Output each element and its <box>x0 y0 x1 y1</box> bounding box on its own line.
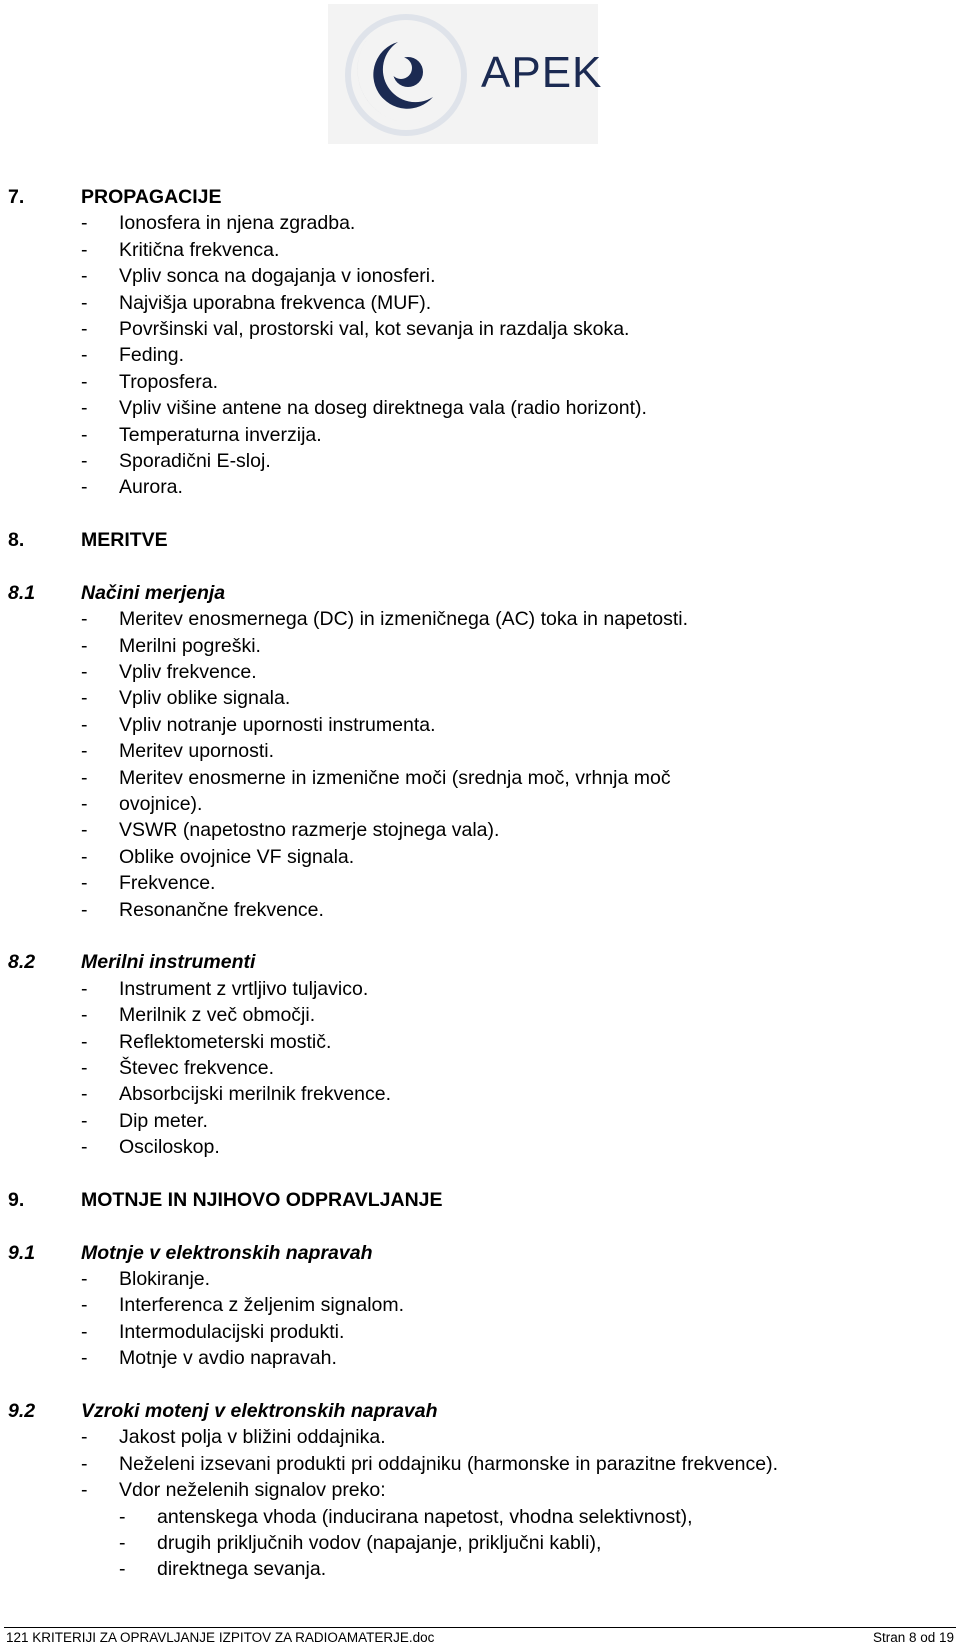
list-item <box>0 237 960 263</box>
list-item <box>0 1029 960 1055</box>
list-item-text: Meritev enosmernega (DC) in izmeničnega (AC) toka in napetosti. <box>119 608 688 631</box>
list-item-text: Vpliv višine antene na doseg direktnega vala (radio horizont). <box>119 397 647 420</box>
nested-item-text: antenskega vhoda (inducirana napetost, vhodna selektivnost), <box>157 1505 693 1528</box>
list-item-text: ovojnice). <box>119 792 203 815</box>
list-item <box>0 1451 960 1477</box>
bullet-dash: - <box>81 1136 88 1159</box>
list-item <box>0 369 960 395</box>
nested-item-text: direktnega sevanja. <box>157 1558 327 1581</box>
list-item-text: Števec frekvence. <box>119 1056 274 1079</box>
bullet-dash: - <box>81 370 88 393</box>
spacer <box>0 1160 960 1186</box>
bullet-dash: - <box>81 423 88 446</box>
spacer <box>0 501 960 527</box>
section-title: MOTNJE IN NJIHOVO ODPRAVLJANJE <box>81 1188 443 1211</box>
list-item <box>0 817 960 843</box>
bullet-dash: - <box>81 819 88 842</box>
list-item <box>0 342 960 368</box>
footer-divider <box>4 1627 956 1628</box>
list-item-text: Vpliv frekvence. <box>119 661 257 684</box>
list-item-text: Blokiranje. <box>119 1268 211 1291</box>
list-item <box>0 316 960 342</box>
list-item-text: Aurora. <box>119 476 183 499</box>
list-item <box>0 474 960 500</box>
list-item <box>0 633 960 659</box>
bullet-dash: - <box>81 265 88 288</box>
bullet-dash: - <box>81 1030 88 1053</box>
list-item <box>0 1081 960 1107</box>
list-item <box>0 976 960 1002</box>
list-item <box>0 712 960 738</box>
list-item <box>0 1477 960 1503</box>
list-item-text: Površinski val, prostorski val, kot sevanja in razdalja skoka. <box>119 317 630 340</box>
list-item-text: Feding. <box>119 344 185 367</box>
list-item-text: Jakost polja v bližini oddajnika. <box>119 1426 386 1449</box>
list-item <box>0 210 960 236</box>
bullet-dash: - <box>81 1109 88 1132</box>
subsection-number: 8.2 <box>8 951 36 974</box>
section-heading <box>0 1187 960 1213</box>
bullet-dash: - <box>81 977 88 1000</box>
bullet-dash: - <box>81 1004 88 1027</box>
nested-list-item <box>0 1530 960 1556</box>
bullet-dash: - <box>81 845 88 868</box>
list-item-text: Kritična frekvenca. <box>119 238 280 261</box>
footer-page-number: Stran 8 od 19 <box>872 1630 954 1645</box>
subsection-number: 9.1 <box>8 1241 36 1264</box>
apek-logo <box>328 4 603 144</box>
list-item <box>0 870 960 896</box>
list-item-text: Interferenca z željenim signalom. <box>119 1294 405 1317</box>
bullet-dash: - <box>81 1268 88 1291</box>
subsection-title: Načini merjenja <box>81 581 226 604</box>
list-item <box>0 448 960 474</box>
list-item-text: Neželeni izsevani produkti pri oddajniku (harmonske in parazitne frekvence). <box>119 1452 779 1475</box>
list-item <box>0 791 960 817</box>
document-body <box>0 184 960 1583</box>
nested-item-text: drugih priključnih vodov (napajanje, priključni kabli), <box>157 1531 602 1554</box>
list-item-text: Merilni pogreški. <box>119 634 261 657</box>
list-item-text: Absorbcijski merilnik frekvence. <box>119 1083 392 1106</box>
nested-list-item <box>0 1556 960 1582</box>
list-item-text: Ionosfera in njena zgradba. <box>119 212 356 235</box>
subsection-heading <box>0 580 960 606</box>
list-item-text: Vpliv oblike signala. <box>119 687 291 710</box>
spacer <box>0 923 960 949</box>
bullet-dash: - <box>81 634 88 657</box>
list-item <box>0 1345 960 1371</box>
bullet-dash: - <box>81 476 88 499</box>
bullet-dash: - <box>81 1452 88 1475</box>
list-item <box>0 395 960 421</box>
section-heading <box>0 527 960 553</box>
section-number: 8. <box>8 529 25 552</box>
spacer <box>0 1372 960 1398</box>
bullet-dash: - <box>81 238 88 261</box>
list-item <box>0 1292 960 1318</box>
list-item-text: Temperaturna inverzija. <box>119 423 322 446</box>
subsection-heading <box>0 949 960 975</box>
section-title: MERITVE <box>81 529 168 552</box>
list-item-text: VSWR (napetostno razmerje stojnega vala). <box>119 819 500 842</box>
bullet-dash: - <box>81 766 88 789</box>
list-item-text: Oblike ovojnice VF signala. <box>119 845 355 868</box>
bullet-dash: - <box>81 1347 88 1370</box>
section-title: PROPAGACIJE <box>81 186 222 208</box>
list-item <box>0 1266 960 1292</box>
list-item <box>0 606 960 632</box>
list-item-text: Vdor neželenih signalov preko: <box>119 1479 386 1502</box>
section-number: 7. <box>8 186 25 208</box>
bullet-dash: - <box>81 608 88 631</box>
subsection-title: Merilni instrumenti <box>81 951 256 974</box>
bullet-dash: - <box>81 792 88 815</box>
bullet-dash: - <box>119 1558 126 1581</box>
list-item-text: Dip meter. <box>119 1109 208 1132</box>
list-item <box>0 738 960 764</box>
list-item <box>0 1055 960 1081</box>
list-item-text: Osciloskop. <box>119 1136 220 1159</box>
list-item <box>0 685 960 711</box>
list-item-text: Meritev enosmerne in izmenične moči (srednja moč, vrhnja moč <box>119 766 671 789</box>
subsection-heading <box>0 1398 960 1424</box>
spacer <box>0 553 960 579</box>
bullet-dash: - <box>81 1056 88 1079</box>
list-item-text: Sporadični E-sloj. <box>119 449 271 472</box>
bullet-dash: - <box>81 687 88 710</box>
subsection-number: 8.1 <box>8 581 36 604</box>
bullet-dash: - <box>81 713 88 736</box>
bullet-dash: - <box>81 1294 88 1317</box>
subsection-title: Motnje v elektronskih napravah <box>81 1241 373 1264</box>
spacer <box>0 1213 960 1239</box>
logo-crescent-icon <box>338 12 468 138</box>
bullet-dash: - <box>81 317 88 340</box>
list-item-text: Vpliv notranje upornosti instrumenta. <box>119 713 436 736</box>
footer-filename: 121 KRITERIJI ZA OPRAVLJANJE IZPITOV ZA RADIOAMATERJE.doc <box>6 1630 435 1645</box>
list-item <box>0 1134 960 1160</box>
section-number: 9. <box>8 1188 25 1211</box>
bullet-dash: - <box>81 1479 88 1502</box>
bullet-dash: - <box>81 872 88 895</box>
list-item-text: Motnje v avdio napravah. <box>119 1347 337 1370</box>
list-item-text: Meritev upornosti. <box>119 740 274 763</box>
list-item-text: Resonančne frekvence. <box>119 898 324 921</box>
list-item <box>0 422 960 448</box>
list-item <box>0 263 960 289</box>
list-item <box>0 290 960 316</box>
list-item <box>0 1424 960 1450</box>
list-item-text: Merilnik z več območji. <box>119 1004 316 1027</box>
bullet-dash: - <box>81 898 88 921</box>
list-item <box>0 1108 960 1134</box>
bullet-dash: - <box>119 1531 126 1554</box>
bullet-dash: - <box>81 449 88 472</box>
subsection-title: Vzroki motenj v elektronskih napravah <box>81 1399 438 1422</box>
list-item-text: Vpliv sonca na dogajanja v ionosferi. <box>119 265 436 288</box>
subsection-heading <box>0 1240 960 1266</box>
list-item-text: Intermodulacijski produkti. <box>119 1320 345 1343</box>
list-item <box>0 1319 960 1345</box>
bullet-dash: - <box>81 1426 88 1449</box>
list-item <box>0 1002 960 1028</box>
list-item <box>0 897 960 923</box>
list-item-text: Instrument z vrtljivo tuljavico. <box>119 977 369 1000</box>
list-item <box>0 659 960 685</box>
bullet-dash: - <box>81 344 88 367</box>
list-item-text: Najvišja uporabna frekvenca (MUF). <box>119 291 432 314</box>
list-item-text: Troposfera. <box>119 370 218 393</box>
bullet-dash: - <box>81 740 88 763</box>
nested-list-item <box>0 1504 960 1530</box>
section-heading <box>0 184 960 210</box>
subsection-number: 9.2 <box>8 1399 36 1422</box>
list-item-text: Reflektometerski mostič. <box>119 1030 332 1053</box>
bullet-dash: - <box>81 397 88 420</box>
bullet-dash: - <box>81 1083 88 1106</box>
bullet-dash: - <box>81 291 88 314</box>
bullet-dash: - <box>81 661 88 684</box>
bullet-dash: - <box>81 1320 88 1343</box>
bullet-dash: - <box>119 1505 126 1528</box>
list-item-text: Frekvence. <box>119 872 216 895</box>
list-item <box>0 765 960 791</box>
list-item <box>0 844 960 870</box>
bullet-dash: - <box>81 212 88 235</box>
logo-text: APEK <box>481 48 603 97</box>
